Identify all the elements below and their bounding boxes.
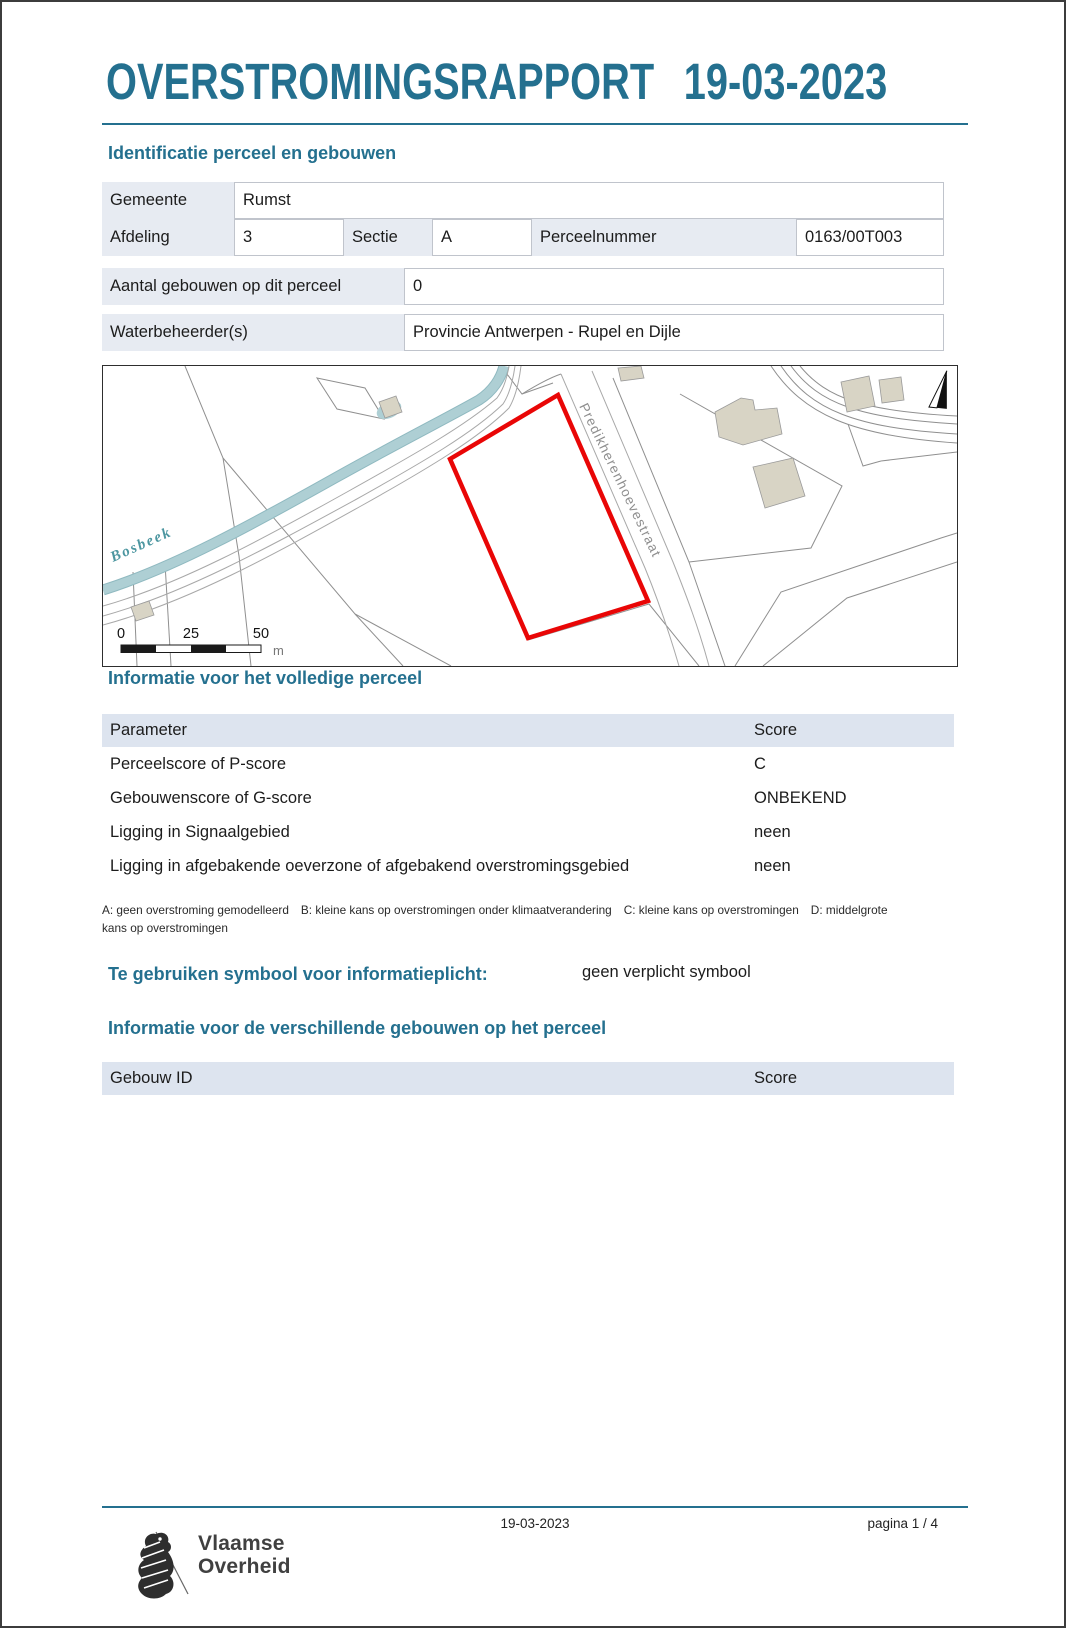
field-aantal-gebouwen-label: Aantal gebouwen op dit perceel bbox=[110, 277, 342, 295]
report-date: 19-03-2023 bbox=[683, 53, 888, 110]
field-afdeling-label: Afdeling bbox=[110, 228, 170, 246]
road-lines bbox=[103, 366, 709, 666]
parcel-outline bbox=[450, 395, 648, 638]
field-perceelnummer-value: 0163/00T003 bbox=[796, 219, 944, 256]
flemish-lion-icon bbox=[126, 1524, 196, 1610]
scale-tick-0: 0 bbox=[116, 626, 126, 642]
form-row-afdeling bbox=[102, 219, 944, 256]
row-parameter: Ligging in Signaalgebied bbox=[110, 822, 290, 841]
page-title bbox=[106, 52, 887, 111]
legend-item-a: A: geen overstroming gemodelleerd bbox=[102, 903, 289, 917]
score-legend bbox=[102, 901, 907, 938]
col-score: Score bbox=[754, 721, 798, 739]
scale-tick-25: 25 bbox=[182, 626, 200, 642]
table-header-row bbox=[102, 1062, 954, 1095]
legend-item-d: D: middelgrote kans op overstromingen bbox=[102, 903, 888, 936]
field-gemeente-value: Rumst bbox=[234, 182, 944, 219]
table-row bbox=[102, 815, 954, 849]
parcel-info-heading: Informatie voor het volledige perceel bbox=[108, 668, 423, 688]
field-perceelnummer-label: Perceelnummer bbox=[540, 228, 657, 246]
stream-label: Bosbeek bbox=[108, 524, 175, 566]
table-row bbox=[102, 849, 954, 883]
footer-page-number: pagina 1 / 4 bbox=[867, 1516, 938, 1531]
row-score: C bbox=[754, 754, 766, 773]
table-row bbox=[102, 781, 954, 815]
logo-line2: Overheid bbox=[198, 1555, 291, 1578]
legend-item-b: B: kleine kans op overstromingen onder klimaatverandering bbox=[300, 903, 612, 917]
form-row-waterbeheerder bbox=[102, 314, 944, 351]
north-arrow-icon bbox=[929, 369, 951, 409]
field-waterbeheerder-value: Provincie Antwerpen - Rupel en Dijle bbox=[404, 314, 944, 351]
map-svg bbox=[103, 366, 957, 666]
row-score: ONBEKEND bbox=[754, 788, 847, 807]
logo-text bbox=[198, 1532, 291, 1578]
field-aantal-gebouwen-value: 0 bbox=[404, 268, 944, 305]
buildings bbox=[131, 366, 904, 621]
row-score: neen bbox=[754, 822, 791, 841]
col-score: Score bbox=[754, 1069, 798, 1087]
field-sectie-value: A bbox=[432, 219, 532, 256]
row-parameter: Ligging in afgebakende oeverzone of afgebakend overstromingsgebied bbox=[110, 856, 630, 875]
report-title: OVERSTROMINGSRAPPORT bbox=[106, 53, 655, 110]
footer-divider bbox=[102, 1506, 968, 1508]
logo-line1: Vlaamse bbox=[198, 1532, 285, 1555]
stream-bosbeek bbox=[103, 366, 504, 590]
field-afdeling-value: 3 bbox=[234, 219, 344, 256]
identification-heading: Identificatie perceel en gebouwen bbox=[108, 143, 397, 163]
scale-bar bbox=[117, 626, 284, 658]
form-row-aantal-gebouwen bbox=[102, 268, 944, 305]
symbol-value: geen verplicht symbool bbox=[582, 963, 751, 981]
table-header-row bbox=[102, 714, 954, 747]
row-parameter: Gebouwenscore of G-score bbox=[110, 788, 312, 807]
field-sectie-label: Sectie bbox=[352, 228, 398, 246]
row-score: neen bbox=[754, 856, 791, 875]
field-waterbeheerder-label: Waterbeheerder(s) bbox=[110, 323, 248, 341]
form-row-gemeente bbox=[102, 182, 944, 219]
parcel-map bbox=[102, 365, 958, 667]
street-label: Predikherenhoevestraat bbox=[576, 400, 665, 560]
legend-item-c: C: kleine kans op overstromingen bbox=[623, 903, 799, 917]
buildings-info-heading: Informatie voor de verschillende gebouwen op het perceel bbox=[108, 1018, 607, 1038]
footer-date: 19-03-2023 bbox=[500, 1516, 570, 1531]
col-gebouw-id: Gebouw ID bbox=[110, 1069, 193, 1087]
scale-unit: m bbox=[273, 643, 284, 658]
scale-tick-50: 50 bbox=[252, 626, 270, 642]
parcel-info-table bbox=[102, 714, 954, 883]
table-row bbox=[102, 747, 954, 781]
field-gemeente-label: Gemeente bbox=[110, 191, 188, 209]
vlaamse-overheid-logo bbox=[126, 1520, 406, 1610]
col-parameter: Parameter bbox=[110, 721, 188, 739]
title-divider bbox=[102, 123, 968, 125]
buildings-table bbox=[102, 1062, 954, 1095]
row-parameter: Perceelscore of P-score bbox=[110, 754, 287, 773]
symbol-label: Te gebruiken symbool voor informatieplicht: bbox=[108, 964, 488, 984]
